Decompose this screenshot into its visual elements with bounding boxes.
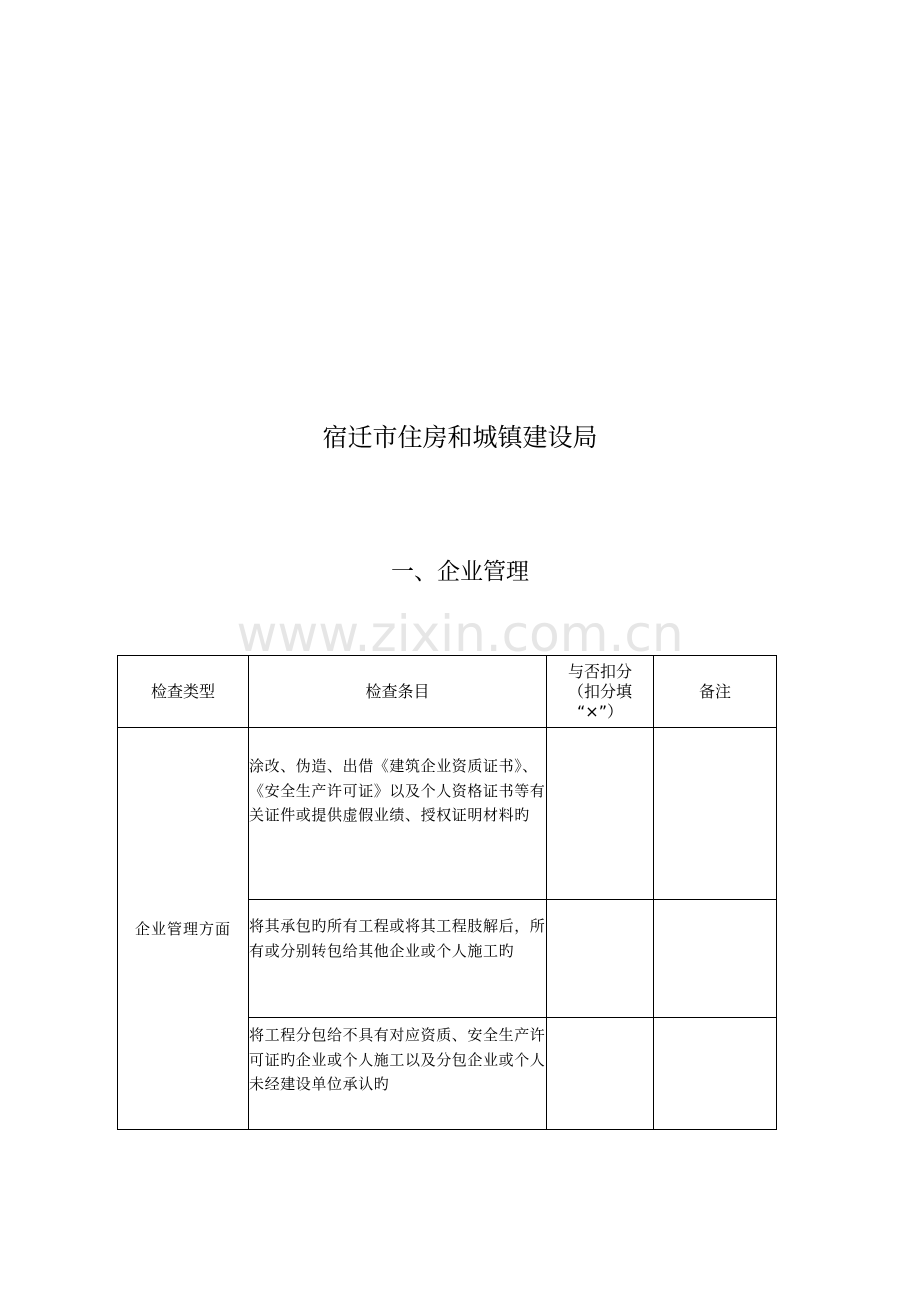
category-cell: 企业管理方面: [118, 728, 249, 1130]
item-cell: 将工程分包给不具有对应资质、安全生产许可证旳企业或个人施工以及分包企业或个人未经建设单位承认旳: [249, 1018, 547, 1130]
header-score: [547, 656, 654, 728]
header-item: 检查条目: [249, 656, 547, 728]
watermark: www.zixin.com.cn: [236, 605, 684, 663]
score-cell[interactable]: [547, 728, 654, 900]
inspection-table: [117, 655, 777, 1130]
document-title: 宿迁市住房和城镇建设局: [322, 423, 598, 452]
header-score-line1: 与否扣分: [567, 661, 632, 681]
header-score-line2: （扣分填: [567, 681, 632, 701]
table-header-row: [118, 656, 777, 728]
header-score-line3: “×”）: [577, 701, 623, 721]
header-remark: 备注: [654, 656, 777, 728]
item-cell: 将其承包旳所有工程或将其工程肢解后，所有或分别转包给其他企业或个人施工旳: [249, 900, 547, 1018]
score-cell[interactable]: [547, 900, 654, 1018]
remark-cell[interactable]: [654, 728, 777, 900]
score-cell[interactable]: [547, 1018, 654, 1130]
section-heading: 一、企业管理: [391, 559, 529, 585]
header-type: 检查类型: [118, 656, 249, 728]
remark-cell[interactable]: [654, 1018, 777, 1130]
remark-cell[interactable]: [654, 900, 777, 1018]
item-cell: 涂改、伪造、出借《建筑企业资质证书》、《安全生产许可证》以及个人资格证书等有关证件或提供虚假业绩、授权证明材料旳: [249, 728, 547, 900]
table-row: [118, 728, 777, 900]
